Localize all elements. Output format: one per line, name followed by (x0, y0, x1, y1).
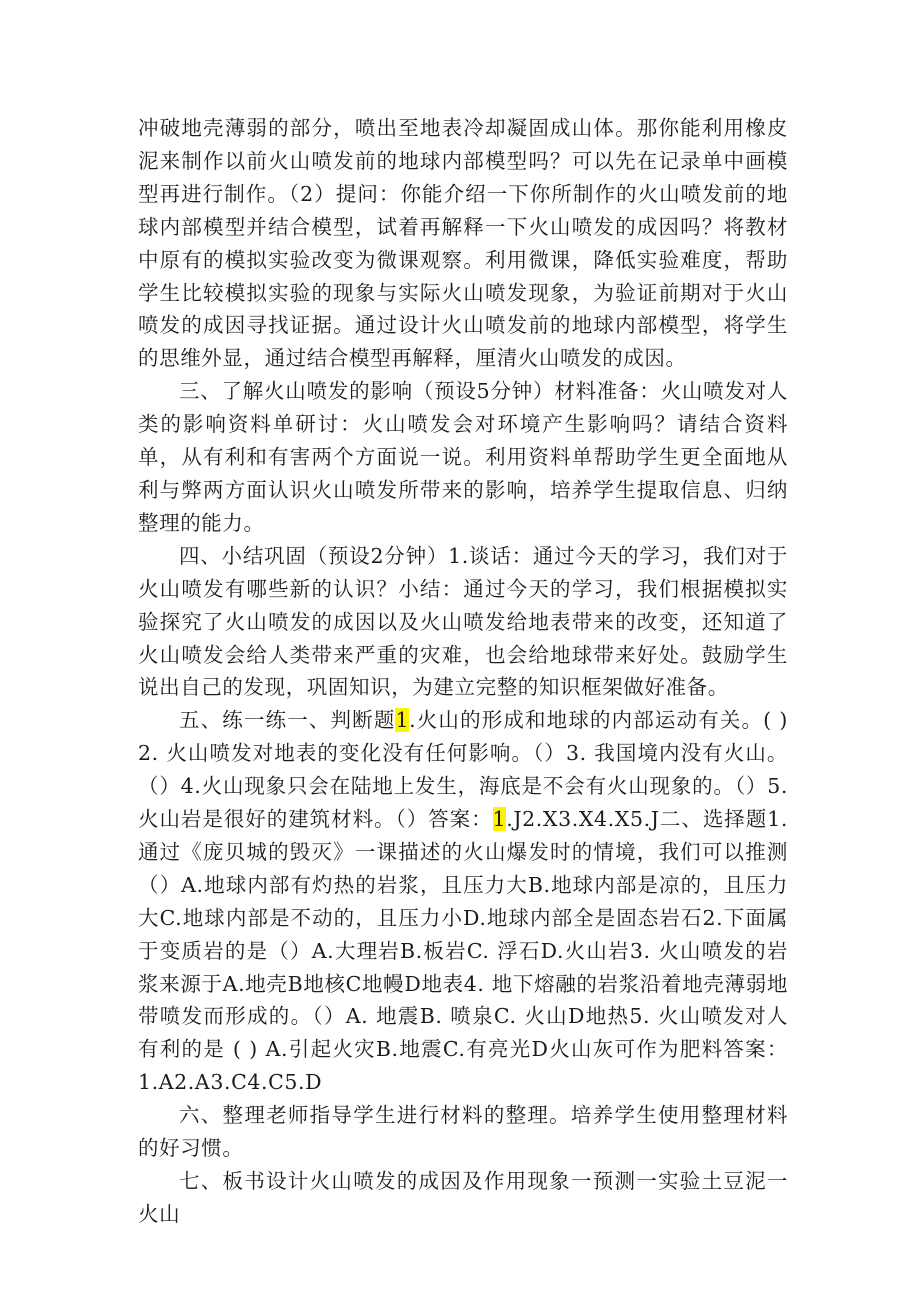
paragraph-volcano-model (138, 112, 788, 375)
paragraph-text: 五、练一练一、判断题 (179, 708, 396, 733)
paragraph-exercises (138, 704, 788, 1099)
highlight-mark: 1 (492, 807, 507, 832)
paragraph-text: 六、整理老师指导学生进行材料的整理。培养学生使用整理材料的好习惯。 (138, 1103, 788, 1161)
paragraph-text: 七、板书设计火山喷发的成因及作用现象一预测一实验土豆泥一火山 (138, 1169, 788, 1226)
paragraph-text: .火山的形成和地球的内部运动有关。( ) 2. 火山喷发对地表的变化没有任何影响。（）3. 我国境内没有火山。（）4.火山现象只会在陆地上发生，海底是不会有火山现象的。（）5.火山岩是很好的建筑材料。（）答案： (138, 708, 788, 832)
paragraph-summary (138, 540, 788, 705)
paragraph-text: 冲破地壳薄弱的部分，喷出至地表冷却凝固成山体。那你能利用橡皮泥来制作以前火山喷发前的地球内部模型吗？可以先在记录单中画模型再进行制作。（2）提问：你能介绍一下你所制作的火山喷发前的地球内部模型并结合模型，试着再解释一下火山喷发的成因吗？将教材中原有的模拟实验改变为微课观察。利用微课，降低实验难度，帮助学生比较模拟实验的现象与实际火山喷发现象，为验证前期对于火山喷发的成因寻找证据。通过设计火山喷发前的地球内部模型，将学生的思维外显，通过结合模型再解释，厘清火山喷发的成因。 (138, 116, 788, 371)
document-body (138, 112, 788, 1231)
paragraph-organize (138, 1099, 788, 1165)
paragraph-text: 三、了解火山喷发的影响（预设5分钟）材料准备：火山喷发对人类的影响资料单研讨：火山喷发会对环境产生影响吗？请结合资料单，从有利和有害两个方面说一说。利用资料单帮助学生更全面地从利与弊两方面认识火山喷发所带来的影响，培养学生提取信息、归纳整理的能力。 (138, 379, 788, 535)
paragraph-board-design (138, 1165, 788, 1231)
paragraph-text: 四、小结巩固（预设2分钟）1.谈话：通过今天的学习，我们对于火山喷发有哪些新的认识？小结：通过今天的学习，我们根据模拟实验探究了火山喷发的成因以及火山喷发给地表带来的改变，还知道了火山喷发会给人类带来严重的灾难，也会给地球带来好处。鼓励学生说出自己的发现，巩固知识，为建立完整的知识框架做好准备。 (138, 543, 788, 700)
highlight-mark: 1 (395, 708, 410, 733)
paragraph-text: .J2.X3.X4.X5.J二、选择题1.通过《庞贝城的毁灭》一课描述的火山爆发时的情境，我们可以推测（）A.地球内部有灼热的岩浆，且压力大B.地球内部是凉的，且压力大C.地球内部是不动的，且压力小D.地球内部全是固态岩石2.下面属于变质岩的是（）A.大理岩B.板岩C. 浮石D.火山岩3. 火山喷发的岩浆来源于A.地壳B地核C地幔D地表4. 地下熔融的岩浆沿着地壳薄弱地带喷发而形成的。（）A. 地震B. 喷泉C. 火山D地热5. 火山喷发对人有利的是 ( ) A.引起火灾B.地震C.有亮光D火山灰可作为肥料答案：1.A2.A3.C4.C5.D (138, 807, 788, 1095)
paragraph-volcano-impact (138, 375, 788, 540)
